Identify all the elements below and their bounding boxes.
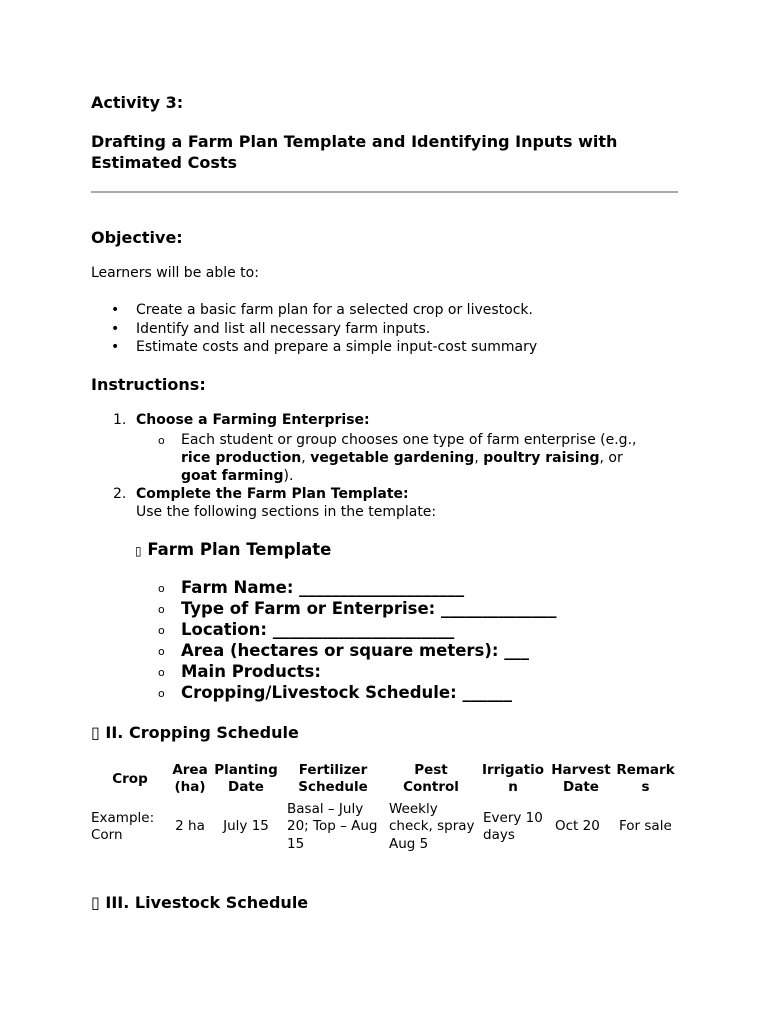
table-row bbox=[91, 798, 678, 856]
list-item: o Cropping/Livestock Schedule: ______ bbox=[158, 683, 512, 702]
missing-glyph-icon: ▯ bbox=[91, 893, 100, 912]
step-title: Complete the Farm Plan Template: bbox=[136, 486, 409, 502]
livestock-schedule-heading: ▯ III. Livestock Schedule bbox=[91, 893, 309, 912]
table-cell: For sale bbox=[619, 818, 672, 835]
instructions-heading: Instructions: bbox=[91, 375, 206, 394]
sub-bullet-icon: o bbox=[158, 687, 165, 700]
horizontal-divider bbox=[91, 191, 678, 193]
objective-heading: Objective: bbox=[91, 228, 183, 247]
table-cell: Oct 20 bbox=[555, 818, 600, 835]
sub-bullet-icon: o bbox=[158, 666, 165, 679]
table-header-row bbox=[91, 760, 678, 798]
sub-bullet-icon: o bbox=[158, 645, 165, 658]
sub-bullet-icon: o bbox=[158, 624, 165, 637]
step-1 bbox=[91, 412, 691, 432]
column-header: Crop bbox=[112, 770, 148, 787]
cropping-schedule-table bbox=[91, 760, 678, 856]
bullet-icon: • bbox=[111, 320, 120, 337]
farm-plan-fields bbox=[91, 578, 556, 704]
list-item: • Estimate costs and prepare a simple input-cost summary bbox=[111, 339, 538, 355]
example-enterprise: goat farming bbox=[181, 468, 284, 484]
example-enterprise: rice production bbox=[181, 450, 302, 466]
farm-plan-heading: ▯ Farm Plan Template bbox=[135, 540, 332, 559]
example-enterprise: vegetable gardening bbox=[310, 450, 475, 466]
table-cell: Every 10 days bbox=[483, 809, 543, 843]
sub-bullet-icon: o bbox=[158, 434, 165, 447]
objective-intro: Learners will be able to: bbox=[91, 265, 259, 281]
list-item: • Identify and list all necessary farm inputs. bbox=[111, 320, 431, 337]
column-header: Planting Date bbox=[214, 762, 278, 795]
sub-bullet-icon: o bbox=[158, 603, 165, 616]
list-item: o Farm Name: ____________________ bbox=[158, 578, 465, 597]
table-cell: 2 ha bbox=[175, 818, 205, 835]
page-title: Drafting a Farm Plan Template and Identifying Inputs with Estimated Costs bbox=[91, 132, 618, 172]
example-enterprise: poultry raising bbox=[483, 450, 600, 466]
column-header: Pest Control bbox=[403, 762, 459, 795]
list-item: o Location: ______________________ bbox=[158, 620, 455, 639]
column-header: Fertilizer Schedule bbox=[298, 762, 368, 795]
list-item: o Area (hectares or square meters): ___ bbox=[158, 641, 530, 660]
table-cell: Basal – July 20; Top – Aug 15 bbox=[287, 800, 378, 852]
list-item: • Create a basic farm plan for a selected crop or livestock. bbox=[111, 302, 533, 318]
bullet-icon: • bbox=[111, 339, 120, 355]
list-item: o Type of Farm or Enterprise: ______________ bbox=[158, 599, 557, 618]
cropping-schedule-heading: ▯ II. Cropping Schedule bbox=[91, 723, 299, 742]
objective-list bbox=[91, 301, 537, 357]
table-cell: Example: Corn bbox=[91, 809, 155, 843]
activity-label: Activity 3: bbox=[91, 93, 184, 112]
table-cell: Weekly check, spray Aug 5 bbox=[389, 800, 475, 852]
bullet-icon: • bbox=[111, 302, 120, 318]
missing-glyph-icon: ▯ bbox=[135, 544, 142, 558]
step-number: 2. bbox=[113, 486, 127, 502]
column-header: Area (ha) bbox=[172, 762, 208, 795]
missing-glyph-icon: ▯ bbox=[91, 723, 100, 742]
table-cell: July 15 bbox=[223, 818, 269, 835]
step-number: 1. bbox=[113, 412, 127, 428]
step-1-description: Each student or group chooses one type of farm enterprise (e.g., rice production, vegetable gardening, poultry raising, or goat farming). bbox=[181, 432, 637, 484]
sub-bullet-icon: o bbox=[158, 582, 165, 595]
step-2 bbox=[91, 486, 691, 506]
list-item: o Main Products: bbox=[158, 662, 321, 681]
column-header: Remark s bbox=[616, 762, 675, 795]
column-header: Irrigatio n bbox=[481, 762, 545, 795]
step-2-description: Use the following sections in the template: bbox=[136, 504, 437, 520]
column-header: Harvest Date bbox=[551, 762, 611, 795]
step-title: Choose a Farming Enterprise: bbox=[136, 412, 370, 428]
